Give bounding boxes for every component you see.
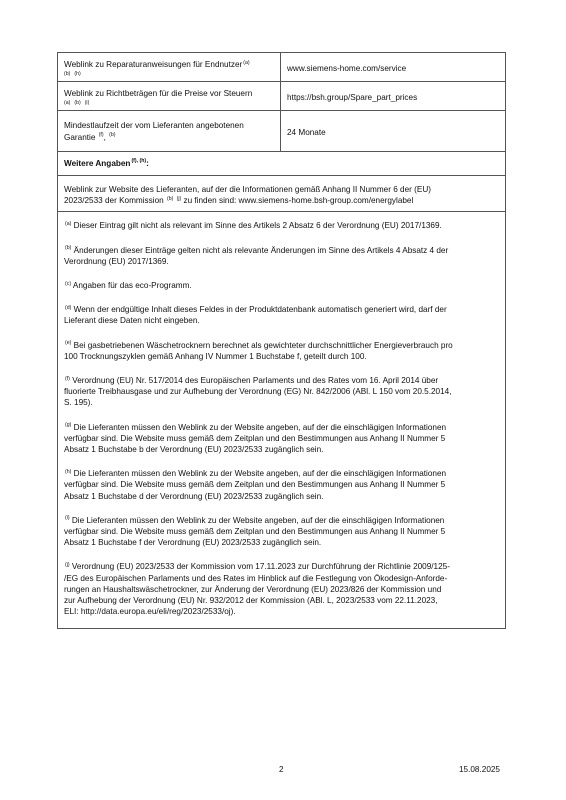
footnote-line: verfügbar sind. Die Website muss gemäß dem Zeitplan und den Bestimmungen aus Anhang II Nummer 5 <box>64 480 446 490</box>
footnote-line: Änderungen dieser Einträge gelten nicht als relevante Änderungen im Sinne des Artikels 4 Absatz 4 der <box>73 245 449 255</box>
footnote-line: /EG des Europäischen Parlaments und des Rates im Hinblick auf die Festlegung von Ökodesign-Anforde- <box>64 573 448 583</box>
footnote-mark: (j) <box>65 561 70 568</box>
footnote-line: Lieferant diese Daten nicht eingeben. <box>64 316 200 326</box>
table-row-supplier-weblink <box>58 175 505 211</box>
footnote-ref: (a) <box>243 59 250 66</box>
separator: , <box>103 132 106 142</box>
footnote-ref: (f) <box>98 132 104 139</box>
footnote-line: Verordnung (EU) 2023/2533 der Kommission vom 17.11.2023 zur Durchführung der Richtlinie 2009/125- <box>71 562 450 572</box>
table-row-price-weblink <box>58 81 505 110</box>
footnote-line: zur Aufhebung der Verordnung (EU) Nr. 932/2012 der Kommission (ABl. L, 2023/2533 vom 22.11.2023, <box>64 596 438 606</box>
footnote-ref: (j) <box>176 195 182 202</box>
table-row-weitere-angaben <box>58 151 505 175</box>
footnote-mark: (a) <box>65 220 72 227</box>
footnote-line: ELI: http://data.europa.eu/eli/reg/2023/2533/oj). <box>64 607 236 617</box>
guarantee-value: 24 Monate <box>287 127 326 137</box>
footnote <box>64 245 499 267</box>
footnote-ref: (b) <box>109 132 116 139</box>
footnote-mark: (i) <box>65 515 70 522</box>
table-cell-value <box>281 53 505 81</box>
footnote-ref: (i) <box>84 100 90 107</box>
footnote-line: verfügbar sind. Die Website muss gemäß dem Zeitplan und den Bestimmungen aus Anhang II Nummer 5 <box>64 433 446 443</box>
footnote <box>64 468 499 502</box>
footnote-mark: (h) <box>65 468 72 475</box>
footnote-mark: (g) <box>65 422 72 429</box>
footnote <box>64 304 499 326</box>
footnote <box>64 422 499 456</box>
supplier-weblink[interactable]: zu finden sind: www.siemens-home.bsh-group.com/energylabel <box>183 196 414 206</box>
footnote-line: Die Lieferanten müssen den Weblink zu der Website angeben, auf der die einschlägigen Informationen <box>73 422 447 432</box>
footnote-ref: (h) <box>74 71 81 78</box>
footnote-mark: (f) <box>65 375 70 382</box>
supplier-text-line: Weblink zur Website des Lieferanten, auf der die Informationen gemäß Anhang II Nummer 6 der (EU) <box>64 185 431 195</box>
footnote <box>64 340 499 362</box>
footnote-line: Verordnung (EU) 2017/1369. <box>64 256 169 266</box>
footnote-ref: (a) <box>64 100 71 107</box>
footnote <box>64 220 499 231</box>
row-label: Weblink zu Richtbeträgen für die Preise vor Steuern <box>64 89 253 99</box>
footnote <box>64 515 499 549</box>
product-info-table <box>57 52 506 629</box>
footnote-ref: (b) <box>74 100 81 107</box>
heading-colon: : <box>146 158 149 168</box>
footnote-mark: (d) <box>65 304 72 311</box>
footnote-ref: (b) <box>166 195 174 202</box>
footnote-ref: (b) <box>64 71 71 78</box>
footnote-mark: (b) <box>65 245 72 252</box>
price-weblink-value[interactable]: https://bsh.group/Spare_part_prices <box>287 92 418 102</box>
footnote-mark: (e) <box>65 340 72 347</box>
table-cell-value <box>281 82 505 110</box>
footnote-line: Absatz 1 Buchstabe b der Verordnung (EU) 2023/2533 zugänglich sein. <box>64 445 324 455</box>
supplier-text-line: 2023/2533 der Kommission <box>64 196 164 206</box>
table-cell-label <box>58 111 281 150</box>
footnote-line: Bei gasbetriebenen Wäschetrocknern berechnet als gewichteter durchschnittlicher Energieverbrauch pro <box>73 340 453 350</box>
footnote-line: S. 195). <box>64 398 93 408</box>
footer-date: 15.08.2025 <box>459 765 500 774</box>
table-cell-label <box>58 53 281 81</box>
footnote-line: Die Lieferanten müssen den Weblink zu der Website angeben, auf der die einschlägigen Informationen <box>73 469 447 479</box>
footnote-line: fluorierte Treibhausgase und zur Aufhebung der Verordnung (EG) Nr. 842/2006 (ABl. L 150 vom 20.5.2014, <box>64 387 452 397</box>
footnote-line: 100 Trocknungszyklen gemäß Anhang IV Nummer 1 Buchstabe f, geteilt durch 100. <box>64 351 367 361</box>
footnote-line: verfügbar sind. Die Website muss gemäß dem Zeitplan und den Bestimmungen aus Anhang II Nummer 5 <box>64 527 446 537</box>
footnote-ref: (f), (h) <box>131 158 147 165</box>
table-cell-label <box>58 82 281 110</box>
row-label-line: Mindestlaufzeit der vom Lieferanten angebotenen <box>64 121 244 131</box>
table-row-repair-weblink <box>58 53 505 81</box>
footnotes-section <box>58 211 505 627</box>
footnote-line: Die Lieferanten müssen den Weblink zu der Website angeben, auf der die einschlägigen Informationen <box>71 515 445 525</box>
section-heading: Weitere Angaben <box>64 158 131 168</box>
footnote <box>64 375 499 409</box>
footnote-mark: (c) <box>65 280 72 287</box>
table-row-guarantee <box>58 110 505 150</box>
footnote-line: rungen an Haushaltswäschetrockner, zur Änderung der Verordnung (EU) 2023/826 der Kommission und <box>64 584 442 594</box>
repair-weblink-value[interactable]: www.siemens-home.com/service <box>287 63 407 73</box>
row-label-line: Garantie <box>64 132 96 142</box>
footnote-line: Angaben für das eco-Programm. <box>72 281 192 291</box>
footnote <box>64 561 499 617</box>
footnote-line: Wenn der endgültige Inhalt dieses Feldes in der Produktdatenbank automatisch generiert wird, darf der <box>73 305 447 315</box>
row-label: Weblink zu Reparaturanweisungen für Endnutzer <box>64 60 243 69</box>
table-cell-value <box>281 111 505 150</box>
footnote <box>64 280 499 291</box>
page-number: 2 <box>279 765 284 774</box>
footnote-line: Dieser Eintrag gilt nicht als relevant im Sinne des Artikels 2 Absatz 6 der Verordnung (EU) 2017/1369. <box>73 221 442 231</box>
footnote-line: Absatz 1 Buchstabe f der Verordnung (EU) 2023/2533 zugänglich sein. <box>64 538 322 548</box>
footnote-line: Absatz 1 Buchstabe d der Verordnung (EU) 2023/2533 zugänglich sein. <box>64 491 324 501</box>
footnote-line: Verordnung (EU) Nr. 517/2014 des Europäischen Parlaments und des Rates vom 16. April 2014 über <box>72 376 439 386</box>
